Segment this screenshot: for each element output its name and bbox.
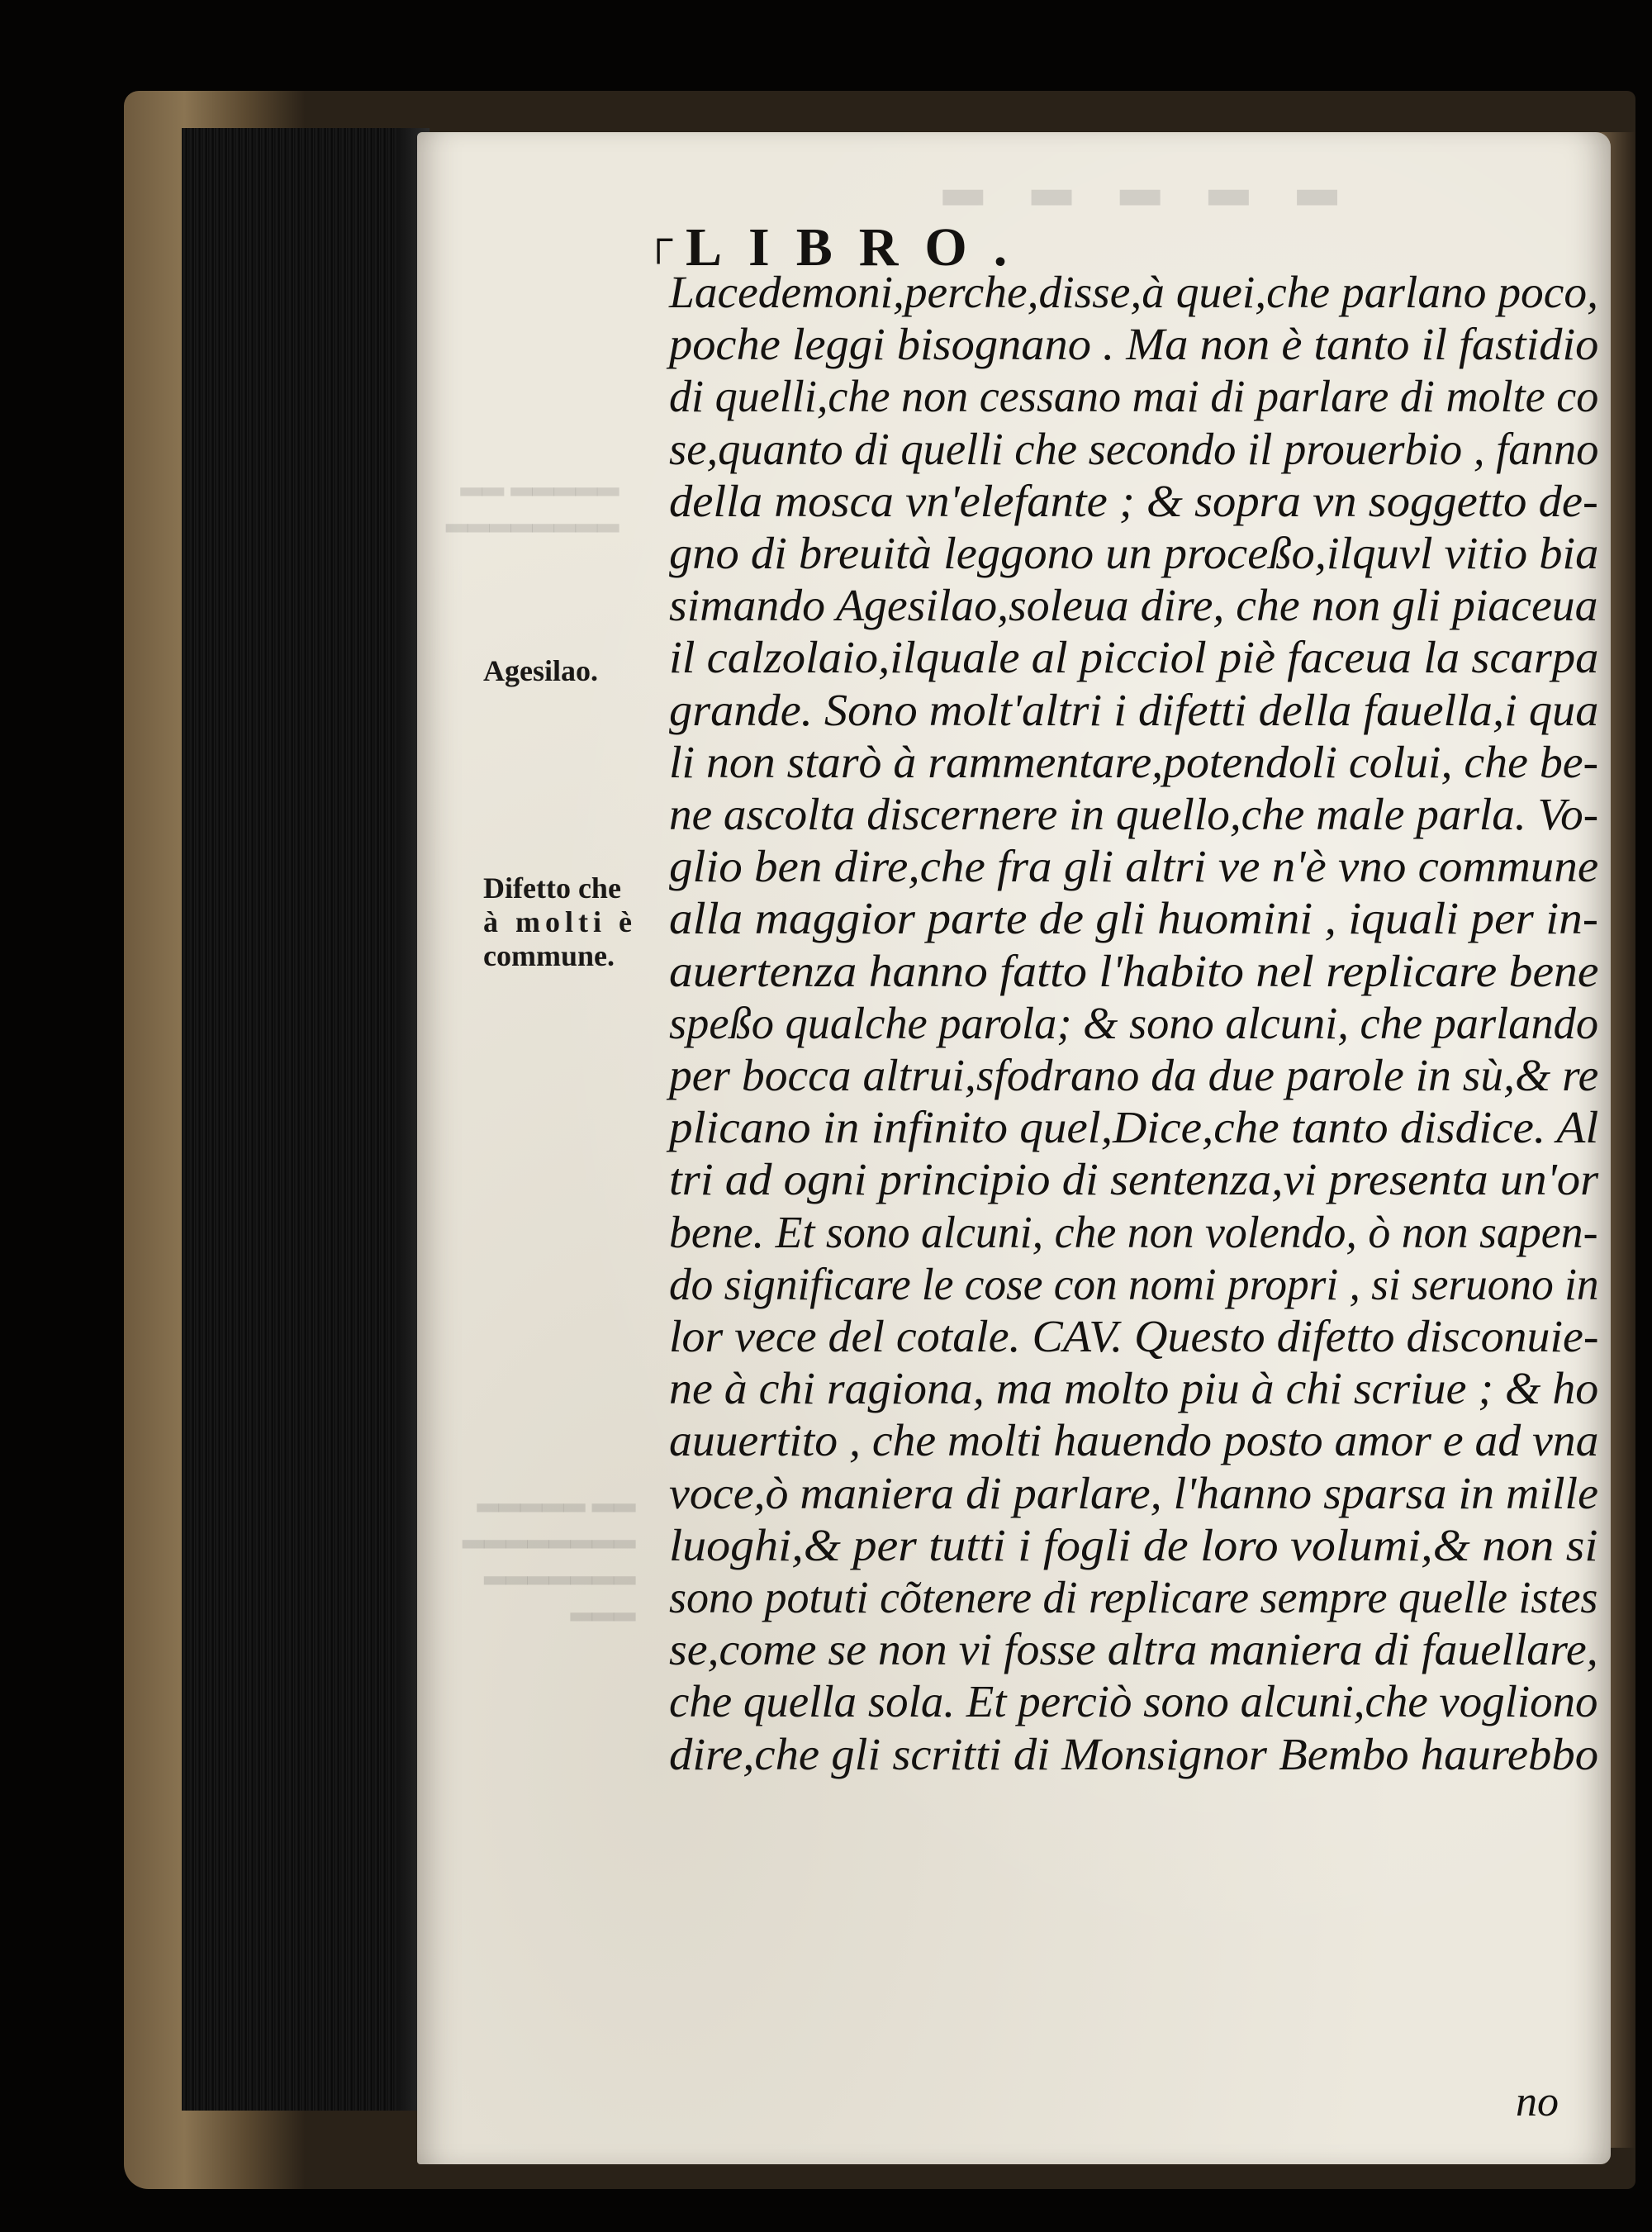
margin-note-agesilao: Agesilao. [483,654,598,687]
body-line: per bocca altrui,sfodrano da due parole in sù,& re [669,1050,1599,1101]
body-line: voce,ò maniera di parlare, l'hanno sparsa in mille [669,1467,1598,1518]
body-line: tri ad ogni principio di sentenza,vi presenta un'or [669,1154,1599,1205]
body-line: se,quanto di quelli che secondo il prouerbio , fanno [669,423,1599,474]
running-head: LIBRO. [686,217,1034,278]
body-line: lor vece del cotale. CAV. Questo difetto disconuie- [669,1311,1599,1362]
body-line: glio ben dire,che fra gli altri ve n'è vno commune [669,841,1599,892]
page-block-edge [182,128,430,2111]
body-line: li non starò à rammentare,potendoli colui, che be- [669,736,1599,787]
body-line: luoghi,& per tutti i fogli de loro volumi,& non si [669,1519,1598,1570]
body-line: gno di breuità leggono un proceßo,ilquvl vitio bia [669,528,1599,579]
body-line: sono potuti cõtenere di replicare sempre quelle istes [669,1572,1598,1623]
body-line: ne ascolta discernere in quello,che male parla. Vo- [669,789,1599,840]
body-line: simando Agesilao,soleua dire, che non gli piaceua [669,580,1598,631]
body-line: plicano in infinito quel,Dice,che tanto disdice. Al [669,1102,1599,1153]
catchword: no [1516,2078,1559,2125]
body-line: ne à chi ragiona, ma molto piu à chi scriue ; & ho [669,1363,1599,1414]
bleed-through-text: ▂ ▂ ▂ ▂ ▂ [925,148,1337,204]
body-line: auuertito , che molti hauendo posto amor e ad vna [669,1415,1599,1466]
running-head-mark: ┌ [644,217,673,261]
bleed-through-text: ▂▂▂▂▂ ▂▂ ▂▂▂▂▂▂▂▂ [446,465,620,532]
body-line: della mosca vn'elefante ; & sopra vn soggetto de- [669,475,1598,526]
margin-note-a-molti: à molti è [483,905,637,938]
body-line: poche leggi bisognano . Ma non è tanto il fastidio [669,319,1599,370]
bleed-through-text: ▂▂ ▂▂▂▂▂ ▂▂▂▂▂▂▂▂ ▂▂▂▂▂▂▂ ▂▂▂ [463,1481,636,1621]
body-line: alla maggior parte de gli huomini , iquali per in- [669,893,1598,944]
margin-note-commune: commune. [483,939,615,972]
body-line: dire,che gli scritti di Monsignor Bembo haurebbo [669,1728,1599,1779]
body-line: il calzolaio,ilquale al picciol piè faceua la scarpa [669,632,1599,683]
body-line: se,come se non vi fosse altra maniera di fauellare, [669,1624,1598,1675]
body-line: Lacedemoni,perche,disse,à quei,che parlano poco, [669,267,1598,317]
margin-note-difetto: Difetto che [483,871,621,905]
body-text [669,266,1607,1780]
body-line: di quelli,che non cessano mai di parlare di molte co [669,371,1599,422]
body-line: auertenza hanno fatto l'habito nel replicare bene [669,945,1599,996]
body-line: che quella sola. Et perciò sono alcuni,che vogliono [669,1676,1598,1727]
body-line: grande. Sono molt'altri i difetti della fauella,i qua [669,684,1599,735]
body-line: do significare le cose con nomi propri , si seruono in [669,1258,1599,1309]
body-line: bene. Et sono alcuni, che non volendo, ò non sapen- [669,1206,1598,1257]
body-line: speßo qualche parola; & sono alcuni, che parlando [669,997,1599,1048]
